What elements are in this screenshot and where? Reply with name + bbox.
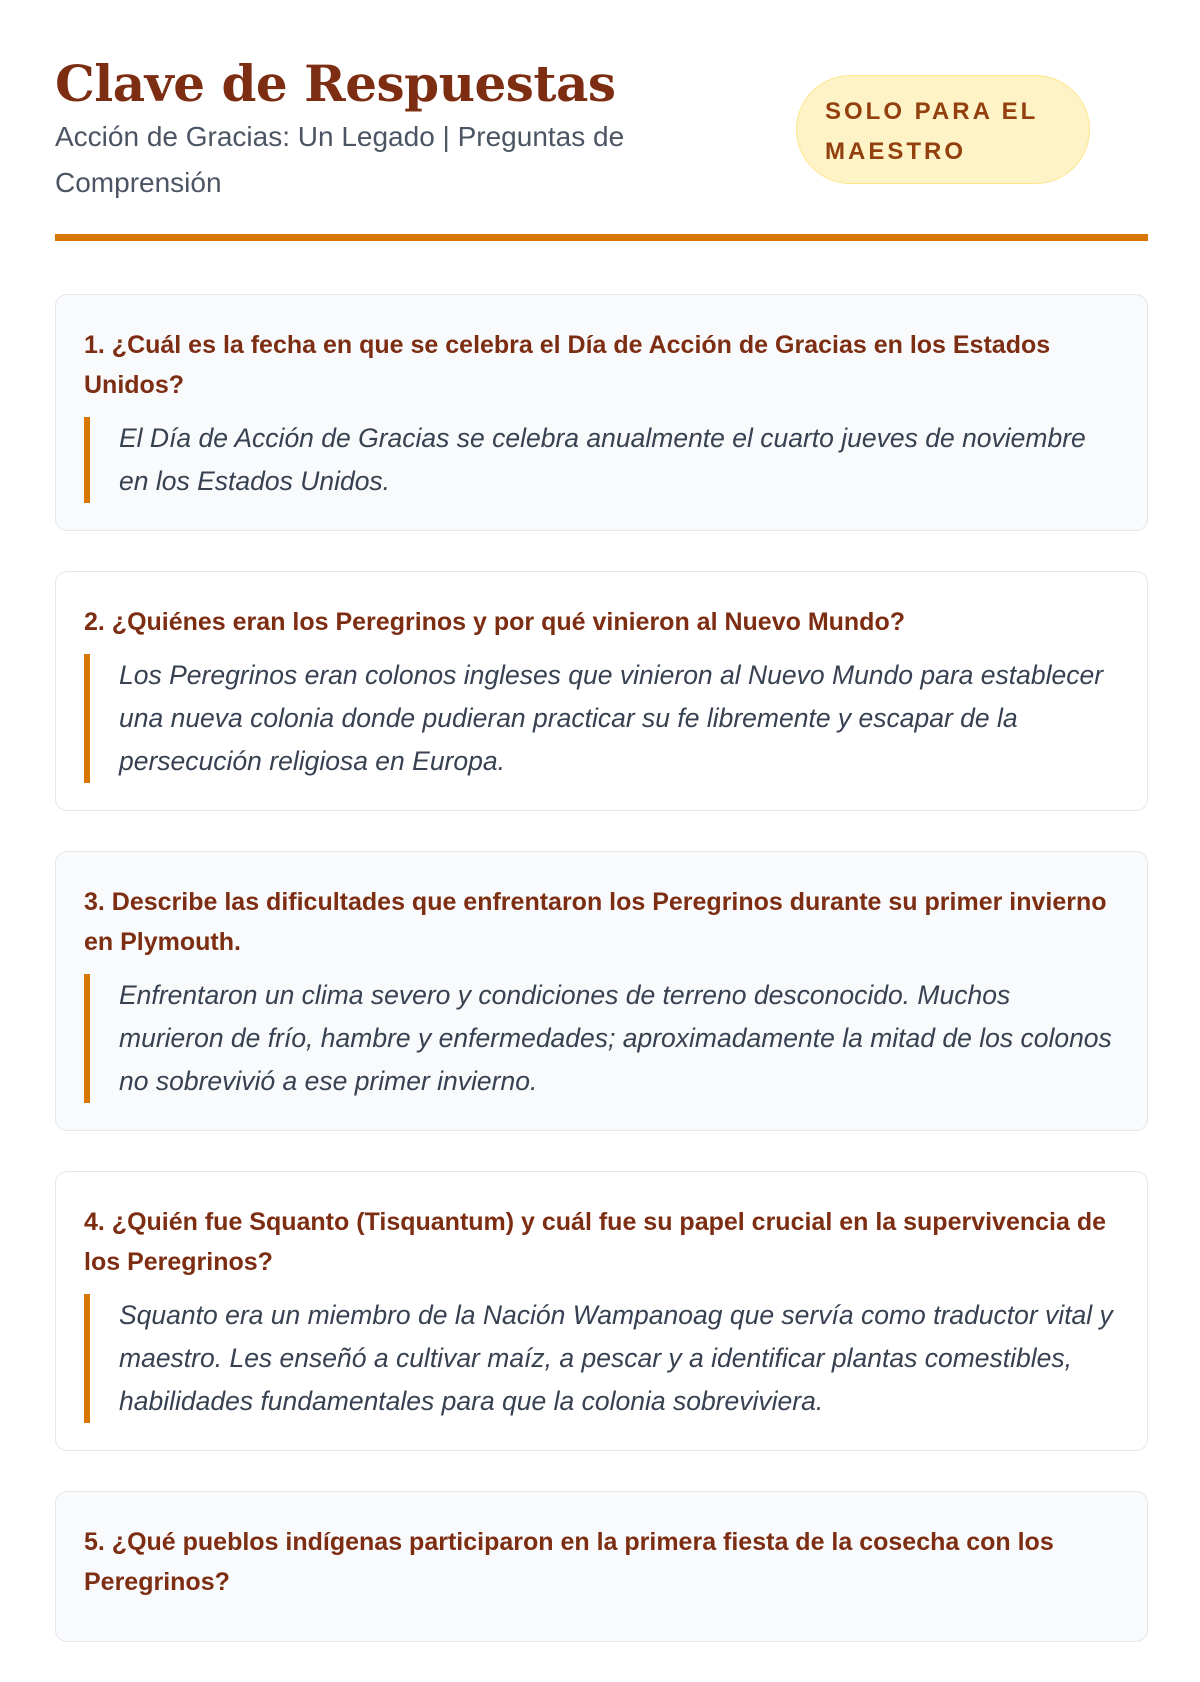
question-card-4 — [55, 1171, 1148, 1451]
page-title: Clave de Respuestas — [55, 54, 616, 113]
teacher-only-badge: SOLO PARA EL MAESTRO — [796, 75, 1090, 184]
question-text: 3. Describe las dificultades que enfrentaron los Peregrinos durante su primer invierno en Plymouth. — [84, 888, 1107, 956]
page-header — [55, 0, 1148, 242]
answer-text: El Día de Acción de Gracias se celebra anualmente el cuarto jueves de noviembre en los Estados Unidos. — [84, 417, 1119, 503]
question-card-2 — [55, 571, 1148, 811]
answer-key-page — [55, 0, 1148, 1596]
answer-text: Squanto era un miembro de la Nación Wampanoag que servía como traductor vital y maestro. Les enseñó a cultivar maíz, a pescar y a identificar plantas comestibles, habilidades fundamentales para que la colonia sobreviviera. — [84, 1294, 1119, 1423]
header-divider — [55, 234, 1148, 241]
answer-text: Los Peregrinos eran colonos ingleses que vinieron al Nuevo Mundo para establecer una nueva colonia donde pudieran practicar su fe libremente y escapar de la persecución religiosa en Europa. — [84, 654, 1119, 783]
question-text: 5. ¿Qué pueblos indígenas participaron en la primera fiesta de la cosecha con los Peregrinos? — [84, 1528, 1054, 1596]
question-list — [55, 294, 1148, 1682]
question-card-5 — [55, 1491, 1148, 1642]
page-subtitle: Acción de Gracias: Un Legado | Preguntas de Comprensión — [55, 121, 625, 198]
question-text: 4. ¿Quién fue Squanto (Tisquantum) y cuál fue su papel crucial en la supervivencia de los Peregrinos? — [84, 1208, 1107, 1276]
question-card-3 — [55, 851, 1148, 1131]
question-text: 2. ¿Quiénes eran los Peregrinos y por qué vinieron al Nuevo Mundo? — [84, 608, 905, 636]
question-card-1 — [55, 294, 1148, 531]
answer-text: Enfrentaron un clima severo y condiciones de terreno desconocido. Muchos murieron de frío, hambre y enfermedades; aproximadamente la mitad de los colonos no sobrevivió a ese primer invierno. — [84, 974, 1119, 1103]
question-text: 1. ¿Cuál es la fecha en que se celebra el Día de Acción de Gracias en los Estados Unidos? — [84, 331, 1051, 399]
